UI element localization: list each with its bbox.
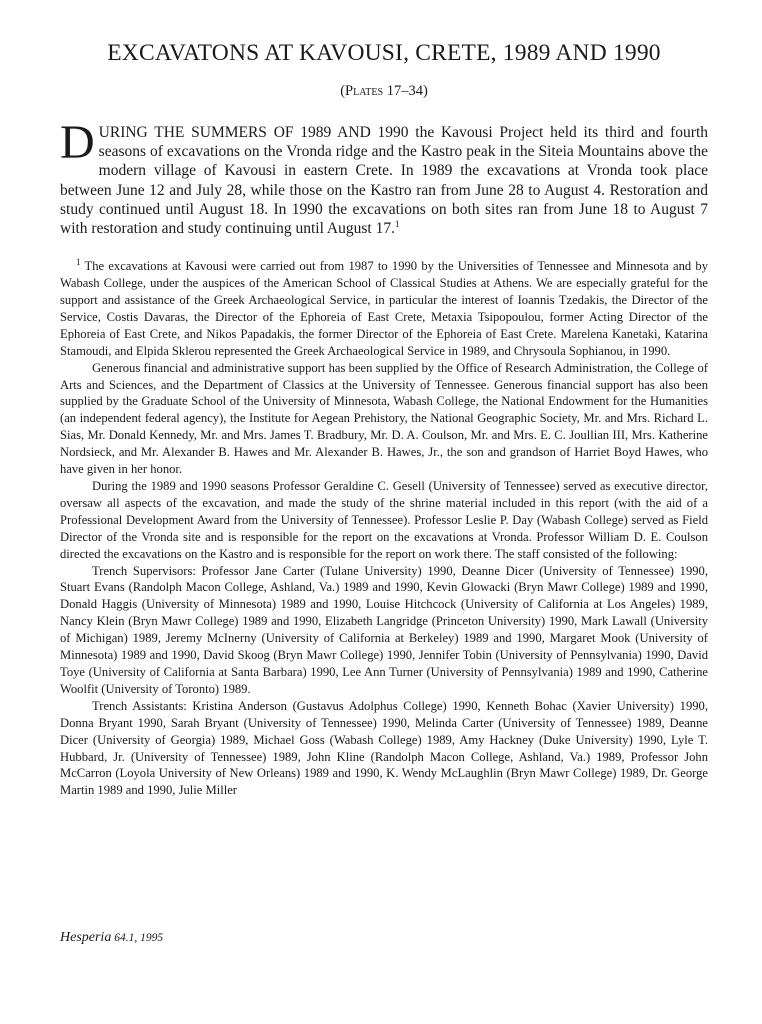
- journal-volume: 64.1, 1995: [111, 932, 164, 944]
- drop-cap: D: [60, 116, 95, 169]
- intro-text: the Kavousi Project held its third and fourth seasons of excavations on the Vronda ridge and the Kastro peak in the Siteia Mountains above the modern village of Kavousi in eastern Crete. In 1989 the excavations at Vronda took place between June 12 and July 28, while those on the Kastro ran from June 28 to August 4. Restoration and study continued until August 18. In 1990 the excavations on both sites ran from June 18 to August 7 with restoration and study continuing until August 17.: [60, 124, 708, 238]
- article-page: [60, 38, 708, 799]
- intro-paragraph: [60, 116, 708, 238]
- journal-footer: [60, 930, 163, 946]
- footnote-paragraph: $^1$ The excavations at Kavousi were carried out from 1987 to 1990 by the Universities of Tennessee and Minnesota and by Wabash College, under the auspices of the American School of Classical Studies at Athens. We are especially grateful for the support and assistance of the Greek Archaeological Service, in particular the interest of Ioannis Tzedakis, the Director of the Service, Costis Davaras, the Director of the Ephoreia of East Crete, Metaxia Tsipopoulou, former Acting Director of the Ephoreia of East Crete, and Nikos Papadakis, the former Director of the Ephoreia of East Crete. Marelena Kanetaki, Katarina Stamoudi, and Elpida Sklerou represented the Greek Archaeological Service in 1989, and Chrysoula Sophianou, in 1990.: [60, 257, 708, 358]
- plates-reference: (Plates 17–34): [340, 83, 428, 99]
- footnote-paragraph: During the 1989 and 1990 seasons Professor Geraldine C. Gesell (University of Tennessee) served as executive director, oversaw all aspects of the excavation, and made the study of the shrine material included in this report (with the aid of a Professional Development Award from the University of Tennessee). Professor Leslie P. Day (Wabash College) served as Field Director of the Vronda site and is responsible for the report on the excavations at Vronda. Professor William D. E. Coulson directed the excavations on the Kastro and is responsible for the report on work there. The staff consisted of the following:: [60, 479, 708, 561]
- footnote-block: [60, 258, 708, 799]
- footnote-marker: 1: [76, 257, 81, 268]
- footnote-paragraph: Trench Supervisors: Professor Jane Carter (Tulane University) 1990, Deanne Dicer (University of Tennessee) 1990, Stuart Evans (Randolph Macon College, Ashland, Va.) 1989 and 1990, Kevin Glowacki (Bryn Mawr College) 1989 and 1990, Donald Haggis (University of Minnesota) 1989 and 1990, Louise Hitchcock (University of California at Los Angeles) 1989, Nancy Klein (Bryn Mawr College) 1989 and 1990, Elizabeth Langridge (Princeton University) 1990, Mark Lawall (University of Michigan) 1989, Jeremy McInerny (University of California at Berkeley) 1989 and 1990, Margaret Mook (University of Minnesota) 1989 and 1990, David Skoog (Bryn Mawr College) 1990, Jennifer Tobin (University of Pennsylvania) 1990, David Toye (University of California at Santa Barbara) 1990, Lee Ann Turner (University of Pennsylvania) 1989 and 1990, Catherine Woolfit (University of Toronto) 1989.: [60, 563, 708, 696]
- footnote-paragraph: Trench Assistants: Kristina Anderson (Gustavus Adolphus College) 1990, Kenneth Bohac (Xavier University) 1990, Donna Bryant 1990, Sarah Bryant (University of Tennessee) 1990, Melinda Carter (University of Tennessee) 1989, Deanne Dicer (University of Georgia) 1989, Michael Goss (Wabash College) 1989, Amy Hackney (Duke University) 1990, Lyle T. Hubbard, Jr. (University of Tennessee) 1989, John Kline (Randolph Macon College, Ashland, Va.) 1989, Professor John McCarron (Loyola University of New Orleans) 1989 and 1990, K. Wendy McLaughlin (Bryn Mawr College) 1989, Dr. George Martin 1989 and 1990, Julie Miller: [60, 698, 708, 798]
- intro-caps: URING THE SUMMERS OF 1989 AND 1990: [98, 124, 409, 141]
- footnote-paragraph: Generous financial and administrative support has been supplied by the Office of Research Administration, the College of Arts and Sciences, and the Department of Classics at the University of Tennessee. Generous financial support has also been supplied by the Graduate School of the University of Minnesota, Wabash College, the National Endowment for the Humanities (an independent federal agency), the Institute for Aegean Prehistory, the National Geographic Society, Mr. and Mrs. Richard L. Sias, Mr. Donald Kennedy, Mr. and Mrs. James T. Bradbury, Mr. D. A. Coulson, Mr. and Mrs. E. C. Joullian III, Mrs. Katherine Nordsieck, and Mr. Alexander B. Hawes and Mr. Alexander B. Hawes, Jr., the son and grandson of Harriet Boyd Hawes, who have given in her honor.: [60, 360, 708, 477]
- footnote-ref[interactable]: 1: [394, 218, 400, 229]
- journal-name: Hesperia: [60, 930, 112, 945]
- article-title: EXCAVATONS AT KAVOUSI, CRETE, 1989 AND 1990: [107, 40, 661, 66]
